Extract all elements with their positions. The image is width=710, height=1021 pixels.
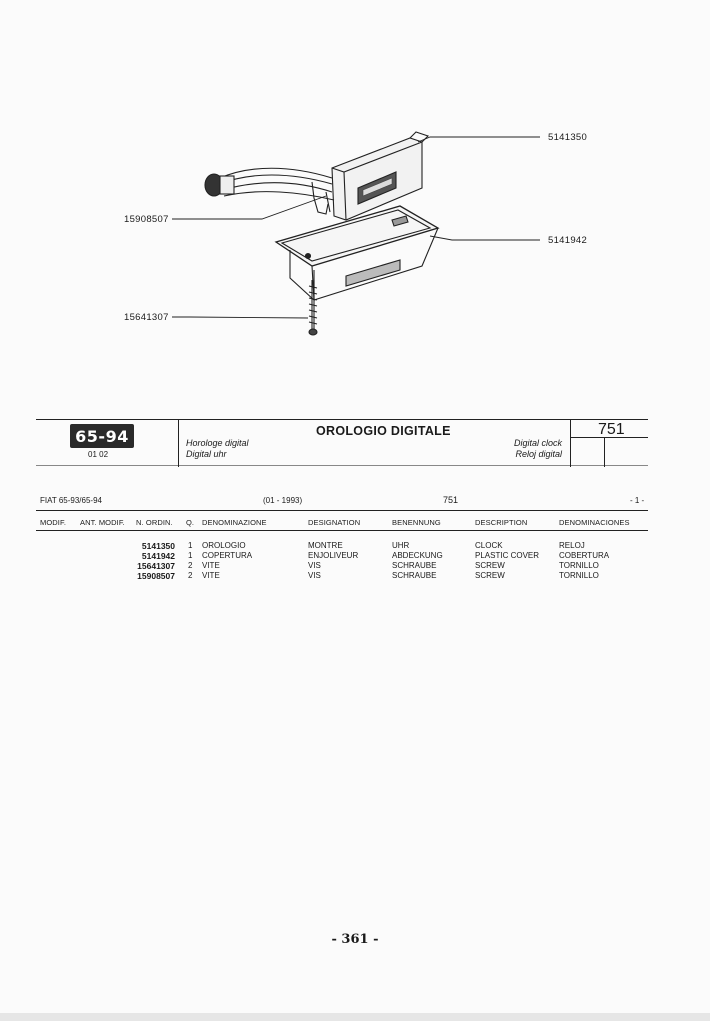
part-quantity: 2	[188, 571, 193, 580]
model-logo: 65-94	[70, 424, 134, 448]
page-number: - 361 -	[331, 932, 379, 947]
table-row	[0, 561, 710, 571]
model-reference: FIAT 65-93/65-94	[40, 496, 102, 505]
part-name-de: UHR	[392, 541, 410, 550]
part-name-it: VITE	[202, 571, 220, 580]
header-divider-left	[178, 419, 179, 467]
period-reference: (01 - 1993)	[263, 496, 303, 505]
parts-diagram	[100, 80, 620, 370]
table-row	[0, 541, 710, 551]
part-name-fr: VIS	[308, 561, 321, 570]
date-code: 01 02	[88, 450, 109, 459]
part-name-it: VITE	[202, 561, 220, 570]
part-quantity: 1	[188, 541, 193, 550]
part-name-es: RELOJ	[559, 541, 585, 550]
part-quantity: 2	[188, 561, 193, 570]
header-bottom-rule	[36, 465, 648, 466]
part-name-es: COBERTURA	[559, 551, 610, 560]
table-reference: 751	[443, 495, 459, 505]
col-ant-modif: ANT. MODIF.	[80, 518, 125, 527]
part-name-en: SCREW	[475, 571, 505, 580]
part-name-de: ABDECKUNG	[392, 551, 443, 560]
part-name-fr: VIS	[308, 571, 321, 580]
part-name-en: SCREW	[475, 561, 505, 570]
part-name-fr: ENJOLIVEUR	[308, 551, 359, 560]
name-french: Horologe digital	[186, 438, 249, 448]
name-spanish: Reloj digital	[515, 449, 562, 459]
part-name-it: COPERTURA	[202, 551, 253, 560]
callout-15641307: 15641307	[124, 312, 169, 323]
table-header-rule	[36, 530, 648, 531]
part-name-de: SCHRAUBE	[392, 571, 437, 580]
wiring-harness-drawing	[205, 168, 334, 214]
part-number: 5141350	[141, 541, 175, 551]
part-name-it: OROLOGIO	[202, 541, 246, 550]
callout-5141350: 5141350	[548, 132, 588, 143]
table-row	[0, 551, 710, 561]
page-reference: - 1 -	[630, 496, 645, 505]
part-name-es: TORNILLO	[559, 571, 599, 580]
table-number: 751	[598, 421, 625, 438]
part-name-en: CLOCK	[475, 541, 503, 550]
col-english: DESCRIPTION	[475, 518, 528, 527]
clock-part-drawing	[332, 132, 428, 220]
part-number: 15908507	[137, 571, 175, 581]
col-french: DESIGNATION	[308, 518, 361, 527]
table-number-divider	[604, 437, 605, 467]
part-quantity: 1	[188, 551, 193, 560]
part-name-de: SCHRAUBE	[392, 561, 437, 570]
col-german: BENENNUNG	[392, 518, 441, 527]
col-spanish: DENOMINACIONES	[559, 518, 630, 527]
header-top-rule	[36, 419, 648, 420]
callout-15908507: 15908507	[124, 214, 169, 225]
col-n-ordin: N. ORDIN.	[136, 518, 173, 527]
name-german: Digital uhr	[186, 449, 227, 459]
table-top-rule	[36, 510, 648, 511]
col-modif: MODIF.	[40, 518, 67, 527]
callout-5141942: 5141942	[548, 235, 588, 246]
page-title: OROLOGIO DIGITALE	[316, 424, 451, 438]
part-number: 5141942	[141, 551, 175, 561]
col-italian: DENOMINAZIONE	[202, 518, 267, 527]
name-english: Digital clock	[513, 438, 562, 448]
col-quantity: Q.	[186, 518, 195, 527]
plastic-cover-drawing	[276, 206, 438, 300]
table-row	[0, 571, 710, 581]
part-number: 15641307	[137, 561, 175, 571]
part-name-en: PLASTIC COVER	[475, 551, 540, 560]
header-divider-right	[570, 419, 571, 467]
part-name-fr: MONTRE	[308, 541, 343, 550]
scan-edge	[0, 1013, 710, 1021]
part-name-es: TORNILLO	[559, 561, 599, 570]
